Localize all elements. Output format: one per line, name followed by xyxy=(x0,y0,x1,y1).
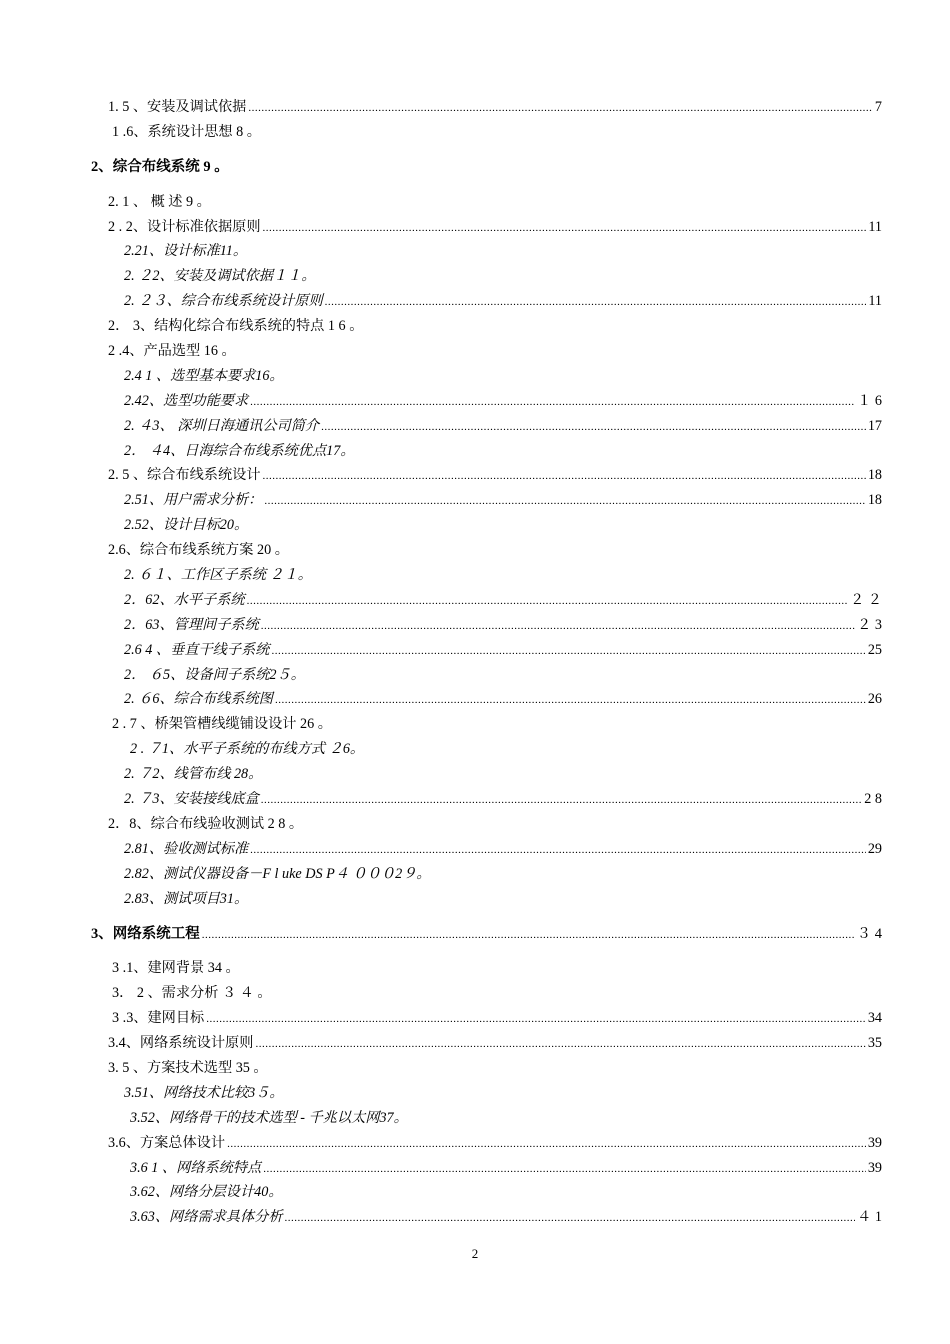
toc-entry-title: 2.4 1 、选型基本要求16｡ xyxy=(124,367,277,384)
toc-entry-title: 3． 2 、需求分析 ３ ４ ｡ xyxy=(112,985,265,1002)
dot-leader xyxy=(263,1156,866,1182)
toc-entry[interactable] xyxy=(0,887,950,912)
dot-leader xyxy=(206,1006,866,1032)
toc-entry[interactable] xyxy=(0,264,950,289)
page-number: 2 xyxy=(471,1246,479,1261)
toc-entry-title: 1. 5 、安装及调试依据 xyxy=(108,99,247,115)
toc-entry[interactable] xyxy=(0,812,950,837)
toc-entry-page: 7 xyxy=(874,99,882,115)
toc-entry-page: 18 xyxy=(867,467,882,484)
toc-entry[interactable] xyxy=(0,737,950,762)
toc-entry-title: 3.62、网络分层设计40｡ xyxy=(130,1184,276,1201)
toc-entry[interactable] xyxy=(0,155,950,180)
dot-leader xyxy=(263,463,866,489)
toc-entry-page: １ 6 xyxy=(857,392,882,409)
toc-entry[interactable] xyxy=(0,314,950,339)
toc-entry-title: 2. ６6、综合布线系统图 xyxy=(124,691,273,708)
toc-entry[interactable] xyxy=(0,613,950,638)
toc-entry[interactable] xyxy=(0,862,950,887)
toc-entry-title: 3.51、网络技术比较3５｡ xyxy=(124,1084,277,1101)
toc-entry[interactable] xyxy=(0,239,950,264)
toc-entry[interactable] xyxy=(0,513,950,538)
toc-entry-title: 3.6、方案总体设计 xyxy=(108,1134,226,1151)
toc-entry-title: 2. ２2、安装及调试依据１１｡ xyxy=(124,268,309,285)
toc-entry-title: 2、综合布线系统 9 ｡ xyxy=(91,158,222,175)
toc-entry-page: 35 xyxy=(867,1035,882,1052)
toc-entry-title: 2．63、管理间子系统 xyxy=(124,616,259,633)
toc-entry-title: 2.52、设计目标20｡ xyxy=(124,517,242,534)
toc-entry[interactable] xyxy=(0,1106,950,1131)
dot-leader xyxy=(202,922,855,948)
dot-leader xyxy=(255,1031,865,1057)
toc-entry-title: 3.52、网络骨干的技术选型 - 千兆以太网37｡ xyxy=(130,1109,401,1126)
toc-entry[interactable] xyxy=(0,687,950,712)
toc-entry[interactable] xyxy=(0,956,950,981)
toc-entry-title: 2.21、设计标准11｡ xyxy=(124,243,240,260)
toc-entry-title: 2 .4、产品选型 16 ｡ xyxy=(108,343,229,360)
toc-entry-title: 2. 1 、 概 述 9 ｡ xyxy=(108,193,204,210)
toc-entry-page: ２ 3 xyxy=(857,616,882,633)
toc-entry[interactable] xyxy=(0,588,950,613)
toc-entry-page: 26 xyxy=(867,691,882,708)
toc-entry[interactable] xyxy=(0,787,950,812)
toc-entry-title: 3.63、网络需求具体分析 xyxy=(130,1209,283,1226)
toc-entry-title: 2.51、用户需求分析： xyxy=(124,492,263,509)
toc-entry-page: 11 xyxy=(868,218,882,235)
toc-entry[interactable] xyxy=(0,538,950,563)
toc-entry[interactable] xyxy=(0,1081,950,1106)
toc-entry-title: 2 . ７1、水平子系统的布线方式 ２6｡ xyxy=(130,741,358,758)
toc-entry-title: 2．62、水平子系统 xyxy=(124,591,245,608)
toc-entry[interactable] xyxy=(0,837,950,862)
toc-entry[interactable] xyxy=(0,1131,950,1156)
toc-entry-page: 34 xyxy=(867,1010,882,1027)
toc-entry[interactable] xyxy=(0,190,950,215)
toc-entry-page: 39 xyxy=(867,1134,882,1151)
toc-entry-page: ２ ２ xyxy=(850,591,882,608)
dot-leader xyxy=(271,638,865,664)
toc-entry-page: 18 xyxy=(867,492,882,509)
toc-entry[interactable] xyxy=(0,712,950,737)
toc-entry[interactable] xyxy=(0,922,950,947)
toc-entry[interactable] xyxy=(0,663,950,688)
toc-entry-title: 2． ４4、日海综合布线系统优点17｡ xyxy=(124,442,348,459)
toc-entry-title: 2.81、验收测试标准 xyxy=(124,840,249,857)
toc-entry[interactable] xyxy=(0,439,950,464)
toc-entry[interactable] xyxy=(0,120,950,145)
toc-entry-title: 1 .6、系统设计思想 8 ｡ xyxy=(112,123,254,140)
toc-entry[interactable] xyxy=(0,389,950,414)
dot-leader xyxy=(285,1205,856,1231)
toc-entry-title: 2. ７3、安装接线底盒 xyxy=(124,791,259,808)
toc-entry-title: 2. 5 、综合布线系统设计 xyxy=(108,467,261,484)
toc-entry-title: 2. ２３、综合布线系统设计原则 xyxy=(124,293,323,310)
toc-entry[interactable] xyxy=(0,364,950,389)
toc-entry-title: 2.82、测试仪器设备－F l uke DS P４ ０００2９｡ xyxy=(124,865,424,882)
dot-leader xyxy=(275,687,866,713)
dot-leader xyxy=(264,488,865,514)
toc-entry-title: 2.6 4 、垂直干线子系统 xyxy=(124,641,270,658)
toc-entry-title: 2. ７2、线管布线 28｡ xyxy=(124,766,256,783)
toc-entry[interactable] xyxy=(0,215,950,240)
toc-entry[interactable] xyxy=(0,981,950,1006)
toc-entry-title: 2.83、测试项目31｡ xyxy=(124,890,242,907)
toc-entry[interactable] xyxy=(0,95,950,120)
toc-entry-title: 3、网络系统工程 xyxy=(91,925,200,942)
toc-entry[interactable] xyxy=(0,414,950,439)
toc-entry-title: 2.6、综合布线系统方案 20 ｡ xyxy=(108,542,282,559)
toc-entry[interactable] xyxy=(0,1205,950,1230)
toc-entry-title: 2．8、综合布线验收测试 2 8 ｡ xyxy=(108,815,296,832)
toc-entry-page: 29 xyxy=(867,840,882,857)
toc-entry-title: 3 .3、建网目标 xyxy=(112,1010,205,1027)
toc-entry-page: ４ 1 xyxy=(857,1209,882,1226)
toc-entry-title: 2 . 7 、桥架管槽线缆铺设设计 26 ｡ xyxy=(112,716,325,733)
toc-entry-page: 2 8 xyxy=(864,791,882,808)
toc-entry[interactable] xyxy=(0,563,950,588)
toc-entry[interactable] xyxy=(0,1006,950,1031)
dot-leader xyxy=(263,215,867,241)
toc-entry[interactable] xyxy=(0,762,950,787)
dot-leader xyxy=(250,389,855,415)
toc-entry[interactable] xyxy=(0,1156,950,1181)
toc-entry[interactable] xyxy=(0,1031,950,1056)
dot-leader xyxy=(261,787,862,813)
dot-leader xyxy=(325,289,867,315)
toc-entry-page: 25 xyxy=(867,641,882,658)
dot-leader xyxy=(261,613,855,639)
toc-entry-title: 3.4、网络系统设计原则 xyxy=(108,1035,254,1052)
dot-leader xyxy=(247,588,848,614)
toc-entry[interactable] xyxy=(0,1180,950,1205)
toc-entry-title: 3.6 1 、网络系统特点 xyxy=(130,1159,262,1176)
toc-entry-page: 11 xyxy=(868,293,882,310)
toc-entry-title: 2.42、选型功能要求 xyxy=(124,392,249,409)
toc-entry-page: ３ 4 xyxy=(856,925,882,942)
toc-entry[interactable] xyxy=(0,638,950,663)
table-of-contents xyxy=(0,95,950,1230)
dot-leader xyxy=(321,414,866,440)
toc-entry[interactable] xyxy=(0,463,950,488)
toc-entry-title: 2 . 2、设计标准依据原则 xyxy=(108,218,261,235)
toc-entry[interactable] xyxy=(0,1056,950,1081)
toc-entry[interactable] xyxy=(0,339,950,364)
toc-entry-title: 2． ６5、设备间子系统2５｡ xyxy=(124,666,298,683)
toc-entry[interactable] xyxy=(0,488,950,513)
toc-entry-page: 17 xyxy=(867,417,882,434)
toc-entry-title: 2. ４3、 深圳日海通讯公司简介 xyxy=(124,417,320,434)
dot-leader xyxy=(248,95,873,121)
dot-leader xyxy=(227,1131,866,1157)
toc-entry-title: 3. 5 、方案技术选型 35 ｡ xyxy=(108,1059,261,1076)
toc-entry-title: 2. ６１、工作区子系统 ２１｡ xyxy=(124,567,305,584)
toc-entry-page: 39 xyxy=(867,1159,882,1176)
dot-leader xyxy=(250,837,866,863)
toc-entry-title: 3 .1、建网背景 34 ｡ xyxy=(112,960,233,977)
toc-entry-title: 2． 3、结构化综合布线系统的特点 1 6 ｡ xyxy=(108,318,357,335)
toc-entry[interactable] xyxy=(0,289,950,314)
